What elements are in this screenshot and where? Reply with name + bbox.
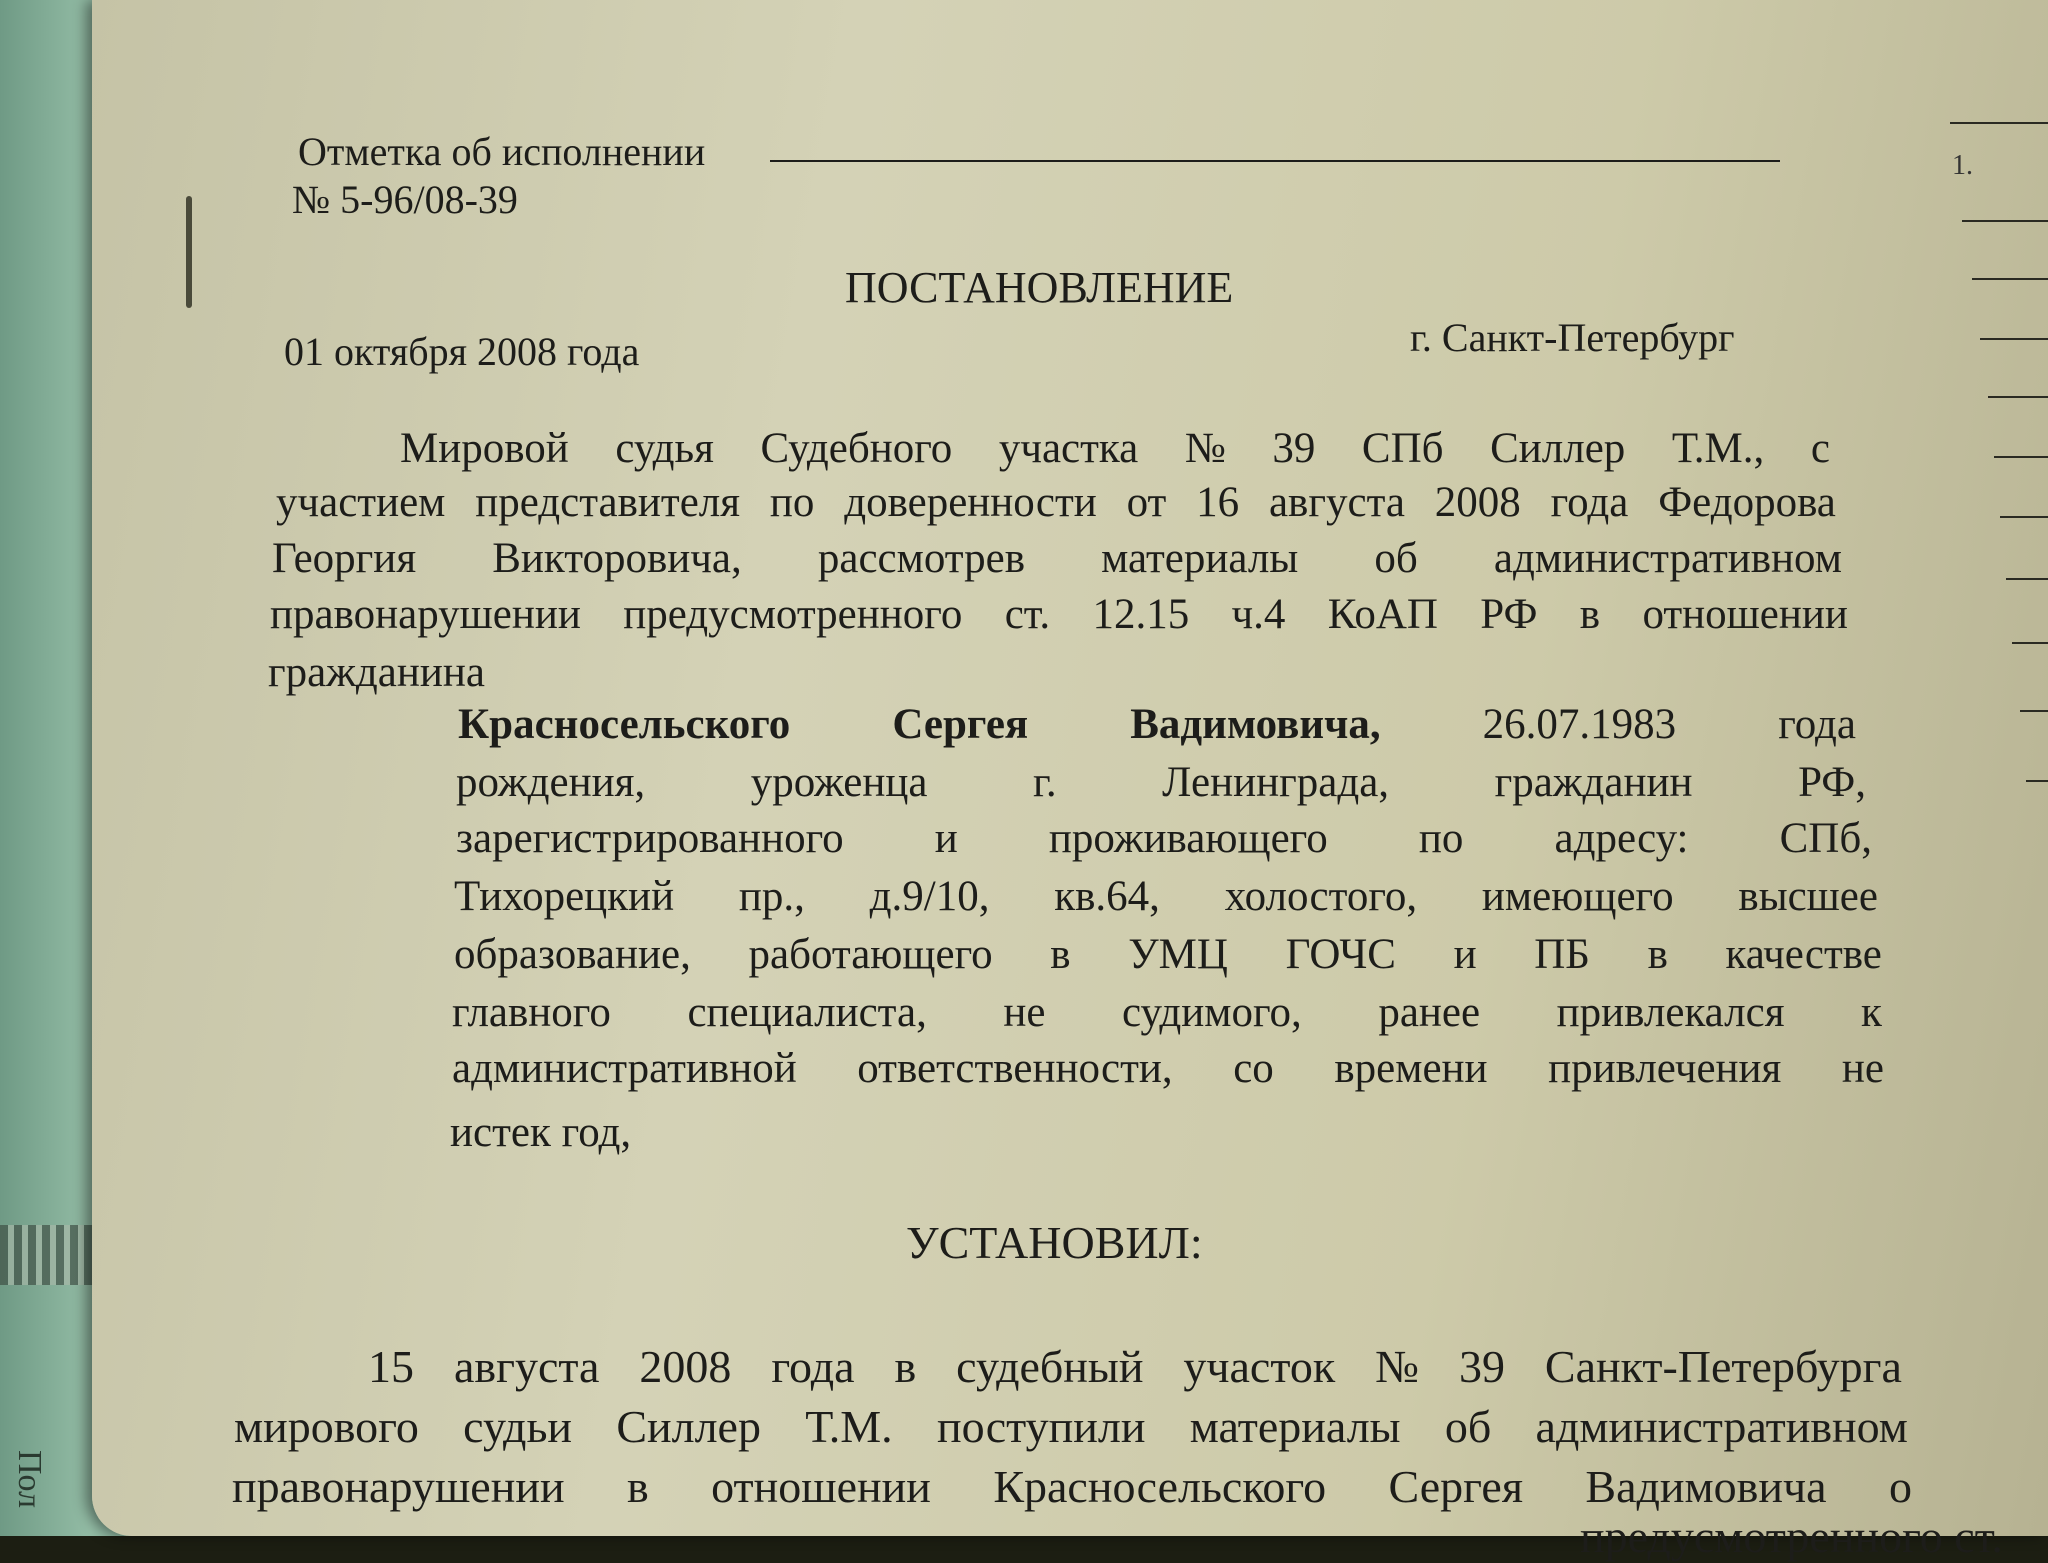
word: по [769, 479, 815, 526]
word: об [1444, 1401, 1492, 1452]
word: в [1647, 931, 1668, 978]
word: адресу: [1554, 815, 1689, 862]
word: рождения, [456, 759, 646, 806]
word: гражданин [1494, 759, 1693, 806]
word: Судебного [760, 425, 953, 472]
word: привлекался [1556, 989, 1785, 1036]
word: СПб, [1779, 815, 1872, 862]
word: Санкт-Петербурга [1544, 1341, 1902, 1392]
margin-rule [1962, 220, 2048, 222]
word: г. [1033, 759, 1057, 806]
word: РФ [1480, 591, 1538, 638]
word: Красносельского [993, 1461, 1327, 1512]
word: ч.4 [1231, 591, 1286, 638]
person-line-2 [456, 758, 1866, 807]
word: Федорова [1658, 479, 1836, 526]
word: участок [1183, 1341, 1336, 1392]
margin-rule [1994, 456, 2048, 458]
word: административном [1493, 535, 1842, 582]
word: предусмотренного [1580, 1511, 1943, 1562]
word: со [1233, 1045, 1274, 1092]
margin-rule [2026, 780, 2048, 782]
word: проживающего [1048, 815, 1328, 862]
word: предусмотренного [623, 591, 963, 638]
word: отношении [711, 1461, 931, 1512]
word: № [1375, 1341, 1420, 1392]
word: административном [1535, 1401, 1908, 1452]
execution-mark-label: Отметка об исполнении [298, 129, 706, 174]
word: Сергея [1388, 1461, 1523, 1512]
word: 39 [1458, 1341, 1505, 1392]
document-city: г. Санкт-Петербург [1410, 315, 1735, 360]
body-line-3 [232, 1460, 1912, 1513]
person-line-6 [452, 988, 1882, 1037]
word: 15 [368, 1341, 414, 1392]
intro-line-2 [276, 478, 1836, 527]
word: год, [561, 1109, 632, 1156]
word: в [626, 1461, 649, 1512]
word: судьи [463, 1401, 573, 1452]
word: представителя [475, 479, 741, 526]
word: не [1841, 1045, 1884, 1092]
word: ГОЧС [1285, 931, 1396, 978]
margin-rule [1950, 122, 2048, 124]
person-line-8 [450, 1108, 631, 1157]
word: года [771, 1341, 855, 1392]
person-patronymic: Вадимовича, [1130, 701, 1381, 748]
word: о [1888, 1461, 1912, 1512]
word: правонарушении [232, 1461, 565, 1512]
word: года [1550, 479, 1629, 526]
word: № [1184, 425, 1226, 472]
word: Викторовича, [492, 535, 742, 582]
word: холостого, [1224, 873, 1418, 920]
person-surname: Красносельского [458, 701, 791, 748]
word: судья [615, 425, 714, 472]
word: специалиста, [687, 989, 927, 1036]
folder-bottom-text: Пол [11, 1450, 48, 1509]
margin-rule [2000, 516, 2048, 518]
word: 2008 [1434, 479, 1521, 526]
margin-number: 1. [1952, 150, 1973, 181]
word: ст. [1004, 591, 1051, 638]
word: Мировой [400, 425, 569, 472]
word: судебный [956, 1341, 1144, 1392]
word: главного [452, 989, 611, 1036]
word: Георгия [272, 535, 417, 582]
word: Тихорецкий [454, 873, 675, 920]
word: в [1579, 591, 1601, 638]
word: зарегистрированного [456, 815, 844, 862]
word: времени [1334, 1045, 1488, 1092]
word: августа [1268, 479, 1405, 526]
word: 39 [1272, 425, 1316, 472]
word: Силлер [1490, 425, 1626, 472]
word: по [1418, 815, 1464, 862]
word: поступили [936, 1401, 1146, 1452]
word: к [1861, 989, 1882, 1036]
word: пр., [738, 873, 805, 920]
margin-rule [1980, 338, 2048, 340]
execution-mark-blank-line [770, 160, 1780, 162]
word: ПБ [1534, 931, 1590, 978]
word: УМЦ [1128, 931, 1228, 978]
word: привлечения [1548, 1045, 1782, 1092]
person-line-4 [454, 872, 1878, 921]
word: августа [453, 1341, 600, 1392]
word: работающего [748, 931, 993, 978]
word: правонарушении [270, 591, 581, 638]
word: административной [452, 1045, 797, 1092]
word: в [1050, 931, 1071, 978]
word: КоАП [1327, 591, 1438, 638]
word: ответственности, [857, 1045, 1173, 1092]
word: года [1778, 701, 1856, 748]
word: участием [276, 479, 446, 526]
margin-rule [2006, 578, 2048, 580]
word: мирового [234, 1401, 419, 1452]
margin-rule [2012, 642, 2048, 644]
word: д.9/10, [869, 873, 990, 920]
person-line-3 [456, 814, 1872, 863]
word: РФ, [1798, 759, 1866, 806]
word: образование, [454, 931, 691, 978]
word: качестве [1725, 931, 1882, 978]
intro-line-4 [270, 590, 1848, 639]
word: 12.15 [1092, 591, 1190, 638]
body-line-4-partial [1580, 1510, 2003, 1563]
margin-rule [1972, 278, 2048, 280]
word: СПб [1361, 425, 1444, 472]
case-number: № 5-96/08-39 [292, 177, 518, 222]
word: отношении [1642, 591, 1848, 638]
word: Т.М., [1671, 425, 1765, 472]
word: материалы [1189, 1401, 1401, 1452]
word: ранее [1378, 989, 1481, 1036]
word: от [1126, 479, 1167, 526]
person-birthdate: 26.07.1983 [1482, 701, 1677, 748]
word: об [1374, 535, 1418, 582]
paper-crease [186, 196, 192, 308]
margin-rule [1988, 396, 2048, 398]
established-heading: УСТАНОВИЛ: [906, 1217, 1203, 1268]
word: участка [998, 425, 1139, 472]
word: и [934, 815, 958, 862]
person-line-1 [458, 700, 1856, 749]
person-line-5 [454, 930, 1882, 979]
word: 2008 [639, 1341, 732, 1392]
document-title: ПОСТАНОВЛЕНИЕ [845, 263, 1234, 312]
body-line-2 [234, 1400, 1908, 1453]
word: судимого, [1122, 989, 1302, 1036]
word: доверенности [844, 479, 1097, 526]
word: и [1453, 931, 1477, 978]
word: рассмотрев [817, 535, 1025, 582]
word: Т.М. [805, 1401, 893, 1452]
word: материалы [1101, 535, 1299, 582]
word: не [1003, 989, 1046, 1036]
intro-line-5: гражданина [268, 649, 486, 696]
document-date: 01 октября 2008 года [284, 329, 640, 374]
margin-rule [2020, 710, 2048, 712]
word: имеющего [1481, 873, 1674, 920]
word: высшее [1738, 873, 1878, 920]
word: уроженца [750, 759, 928, 806]
word: ст. [1954, 1511, 2003, 1562]
word: с [1810, 425, 1830, 472]
word: кв.64, [1054, 873, 1160, 920]
intro-line-3 [272, 534, 1842, 583]
word: Силлер [616, 1401, 761, 1452]
intro-line-1 [400, 424, 1830, 473]
word: Вадимовича [1585, 1461, 1827, 1512]
person-first-name: Сергея [892, 701, 1029, 748]
person-line-7 [452, 1044, 1884, 1093]
body-line-1 [368, 1340, 1902, 1393]
word: 16 [1196, 479, 1240, 526]
word: в [894, 1341, 917, 1392]
word: Ленинграда, [1162, 759, 1390, 806]
word: истек [450, 1109, 551, 1156]
